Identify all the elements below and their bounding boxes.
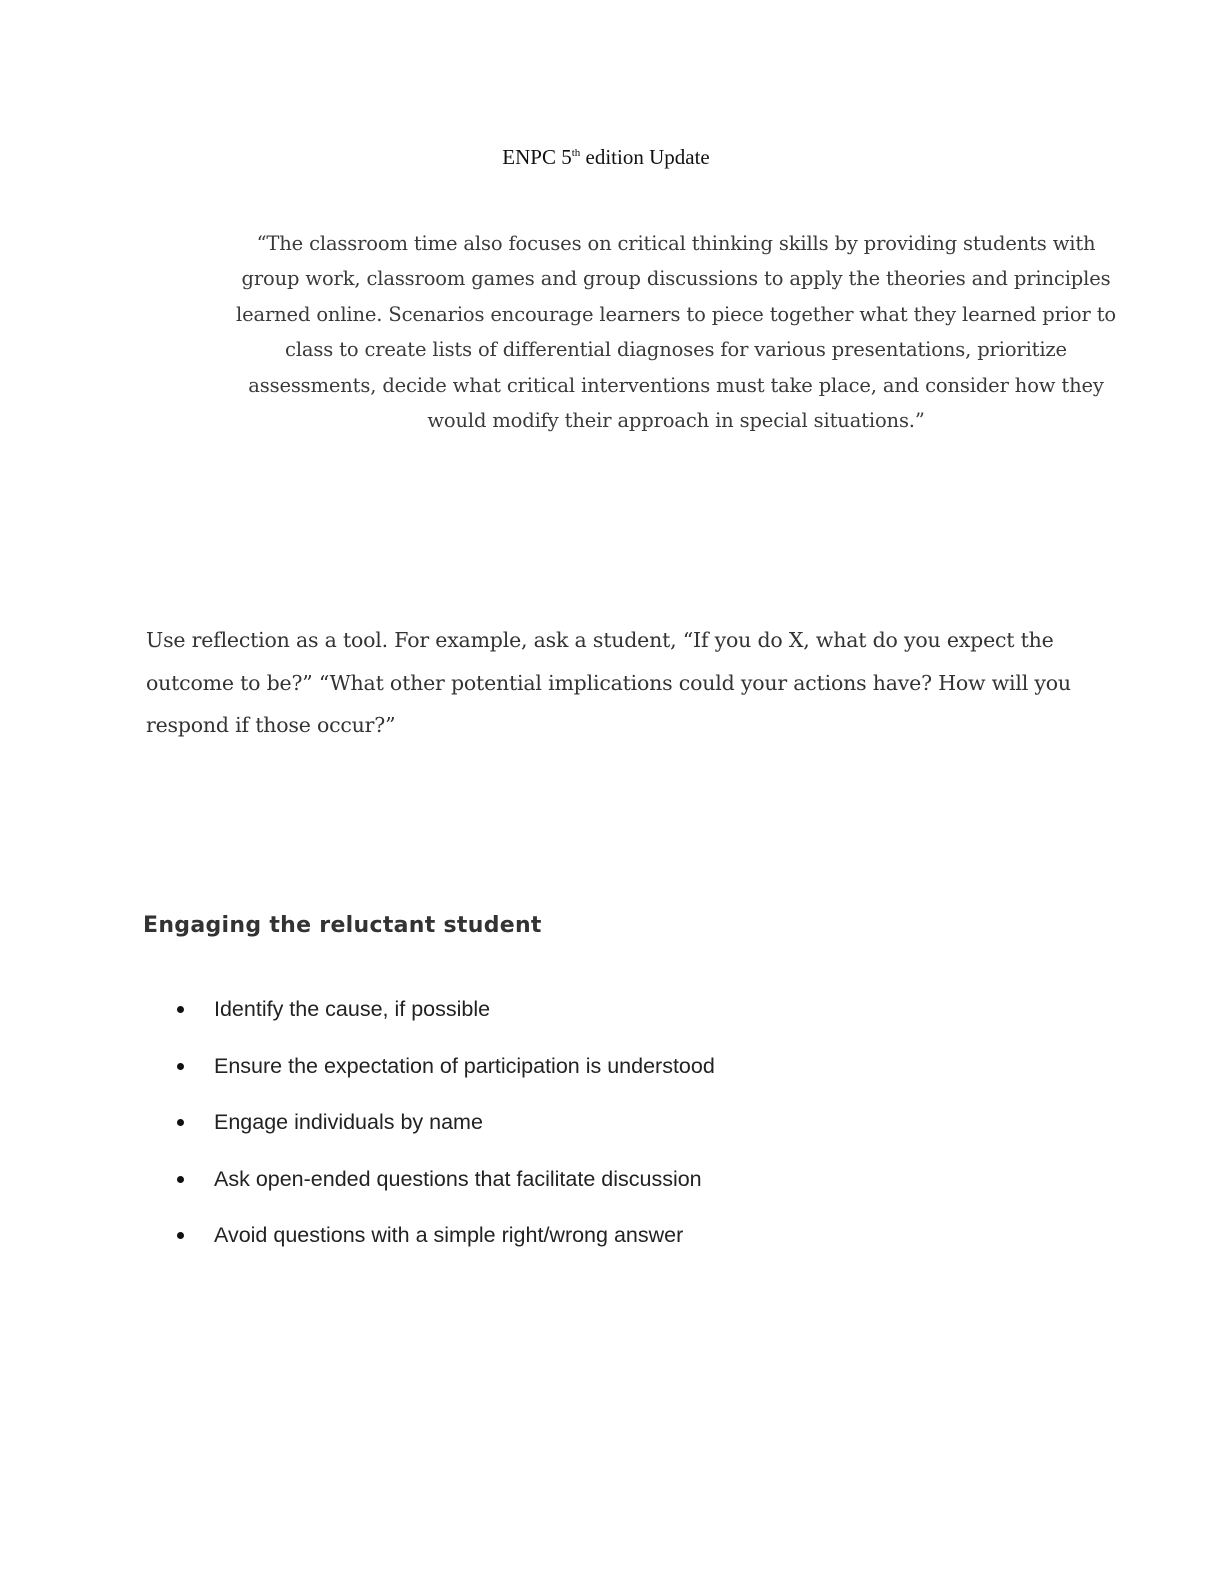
page-title — [0, 142, 1212, 172]
list-item-text: Avoid questions with a simple right/wrong answer — [214, 1223, 684, 1247]
section-heading: Engaging the reluctant student — [143, 913, 542, 938]
list-item-text: Ensure the expectation of participation is understood — [214, 1053, 715, 1078]
title-suffix: edition Update — [580, 145, 710, 169]
bullet-icon — [177, 1232, 184, 1239]
bullet-icon — [177, 1176, 184, 1183]
list-item-text: Identify the cause, if possible — [214, 997, 491, 1021]
quote-paragraph: “The classroom time also focuses on critical thinking skills by providing students with group work, classroom games and group discussions to apply the theories and principles learned online. Scenarios encourage learners to piece together what they learned prior to class to create lists of differential diagnoses for various presentations, prioritize assessments, decide what critical interventions must take place, and consider how they would modify their approach in special situations.” — [236, 232, 1116, 433]
title-superscript: th — [571, 147, 581, 159]
bullet-icon — [177, 1006, 184, 1013]
title-prefix: ENPC 5 — [502, 145, 572, 169]
bullet-icon — [177, 1119, 184, 1126]
reflection-paragraph: Use reflection as a tool. For example, ask a student, “If you do X, what do you expect the outcome to be?” “What other potential implications could your actions have? How will you respond if those occur?” — [146, 628, 1071, 737]
list-item — [0, 992, 1224, 1049]
list-item — [0, 1049, 1224, 1106]
list-item — [0, 1162, 1224, 1219]
list-item — [0, 1105, 1224, 1162]
list-item — [0, 1218, 1224, 1275]
list-item-text: Ask open-ended questions that facilitate discussion — [214, 1166, 702, 1191]
list-item-text: Engage individuals by name — [214, 1110, 483, 1134]
bullet-icon — [177, 1063, 184, 1070]
bullet-list — [0, 992, 1224, 1275]
